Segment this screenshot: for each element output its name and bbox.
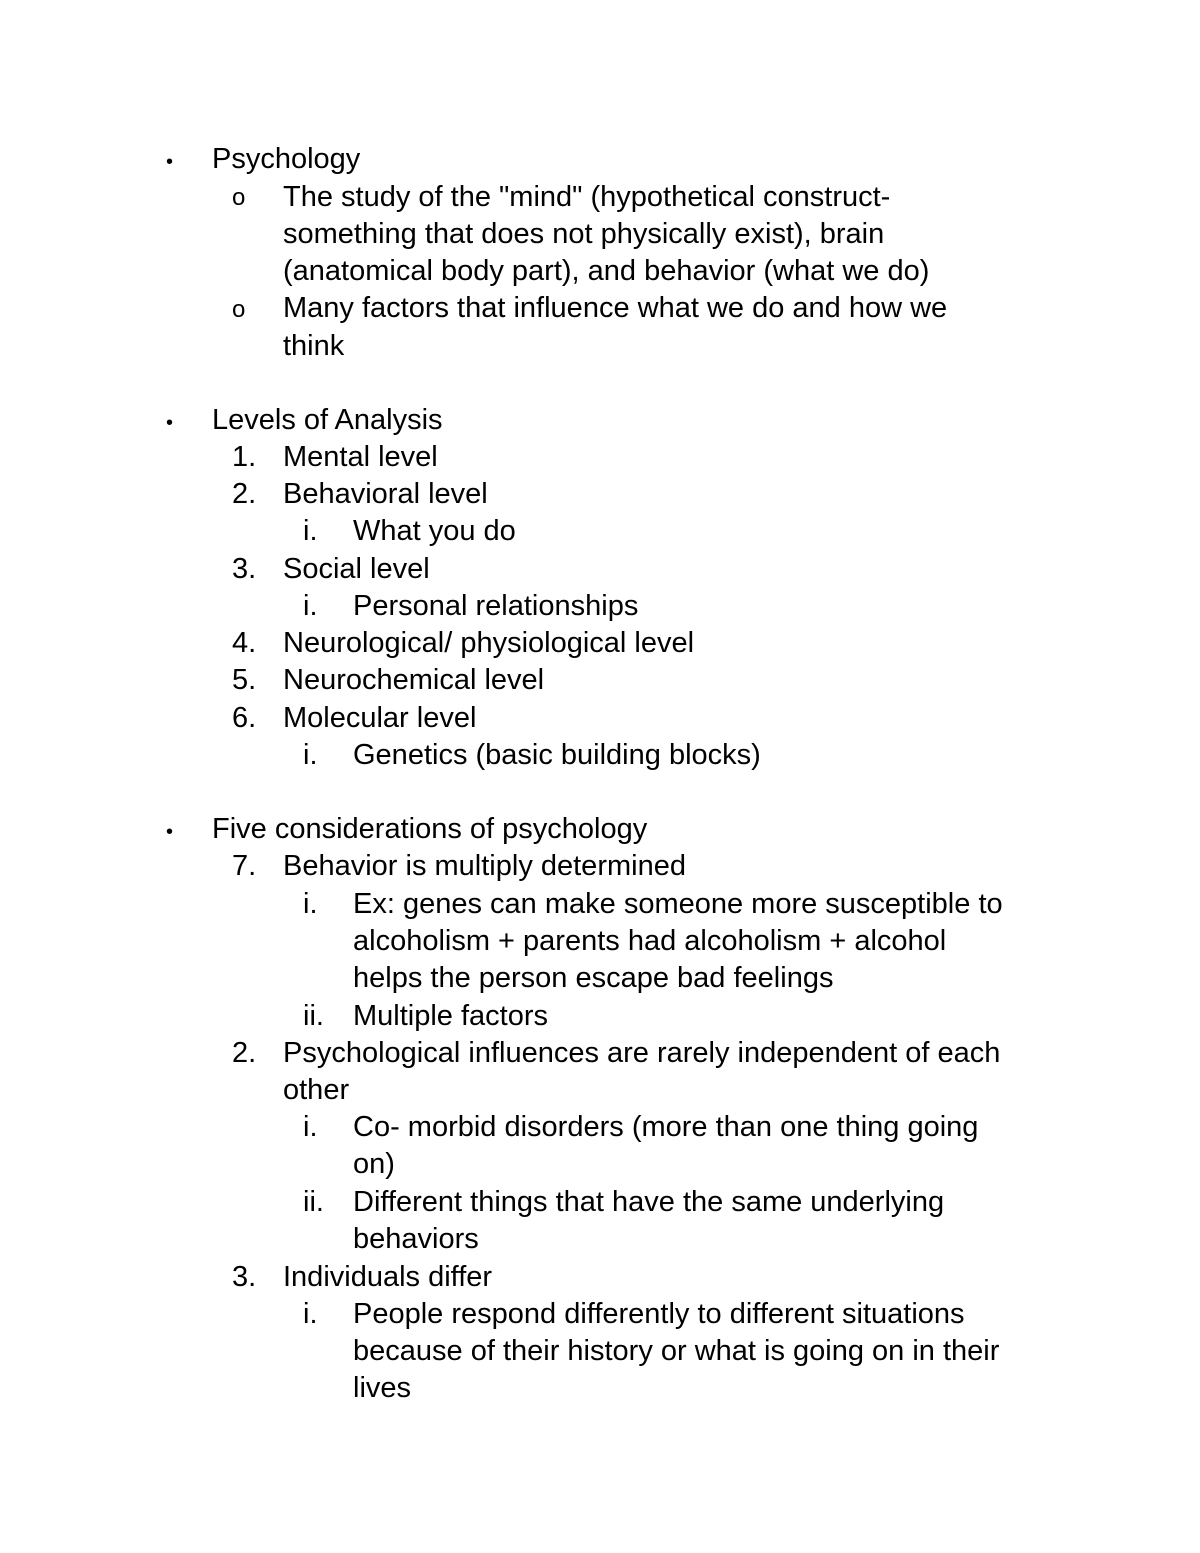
sub-list-item-text: Multiple factors <box>353 1000 549 1032</box>
section-heading: Psychology <box>212 143 361 175</box>
sub-list-item-text: on) <box>353 1148 395 1180</box>
sub-list-item-text: Ex: genes can make someone more susceptible to <box>353 888 1003 920</box>
sub-list-item-text: alcoholism + parents had alcoholism + alcohol <box>353 925 947 957</box>
sub-list-item-text: People respond differently to different situations <box>353 1298 965 1330</box>
sub-list-marker: i. <box>303 590 318 622</box>
sub-list-marker: i. <box>303 739 318 771</box>
bullet-marker: • <box>166 821 174 843</box>
list-marker: 5. <box>232 664 257 696</box>
list-marker: 1. <box>232 441 257 473</box>
sub-list-item-text: lives <box>353 1372 412 1404</box>
list-marker: 2. <box>232 478 257 510</box>
list-item-text: Social level <box>283 553 430 585</box>
sub-list-marker: i. <box>303 515 318 547</box>
list-item-text: other <box>283 1074 350 1106</box>
list-marker: o <box>232 184 246 211</box>
sub-list-item-text: behaviors <box>353 1223 479 1255</box>
sub-list-item-text: Personal relationships <box>353 590 639 622</box>
list-marker: o <box>232 296 246 323</box>
list-item-text: (anatomical body part), and behavior (what we do) <box>283 255 930 287</box>
sub-list-item-text: What you do <box>353 515 516 547</box>
list-item-text: Individuals differ <box>283 1261 493 1293</box>
section-heading: Five considerations of psychology <box>212 813 648 845</box>
sub-list-item-text: Different things that have the same underlying <box>353 1186 945 1218</box>
list-item-text: Psychological influences are rarely independent of each <box>283 1037 1001 1069</box>
list-marker: 2. <box>232 1037 257 1069</box>
bullet-marker: • <box>166 151 174 173</box>
list-item-text: Behavioral level <box>283 478 488 510</box>
sub-list-item-text: Co- morbid disorders (more than one thing going <box>353 1111 979 1143</box>
sub-list-item-text: Genetics (basic building blocks) <box>353 739 761 771</box>
sub-list-marker: ii. <box>303 1186 324 1218</box>
section-heading: Levels of Analysis <box>212 404 443 436</box>
sub-list-marker: i. <box>303 888 318 920</box>
list-marker: 3. <box>232 553 257 585</box>
list-item-text: The study of the "mind" (hypothetical construct- <box>283 181 891 213</box>
list-item-text: think <box>283 330 345 362</box>
list-item-text: Behavior is multiply determined <box>283 850 686 882</box>
list-item-text: Neurochemical level <box>283 664 545 696</box>
list-marker: 4. <box>232 627 257 659</box>
sub-list-item-text: because of their history or what is going on in their <box>353 1335 1000 1367</box>
list-marker: 6. <box>232 702 257 734</box>
list-marker: 3. <box>232 1261 257 1293</box>
sub-list-marker: i. <box>303 1298 318 1330</box>
list-marker: 7. <box>232 850 257 882</box>
sub-list-marker: i. <box>303 1111 318 1143</box>
sub-list-item-text: helps the person escape bad feelings <box>353 962 834 994</box>
bullet-marker: • <box>166 412 174 434</box>
list-item-text: Neurological/ physiological level <box>283 627 695 659</box>
list-item-text: something that does not physically exist), brain <box>283 218 885 250</box>
list-item-text: Many factors that influence what we do and how we <box>283 292 948 324</box>
list-item-text: Molecular level <box>283 702 477 734</box>
sub-list-marker: ii. <box>303 1000 324 1032</box>
list-item-text: Mental level <box>283 441 438 473</box>
